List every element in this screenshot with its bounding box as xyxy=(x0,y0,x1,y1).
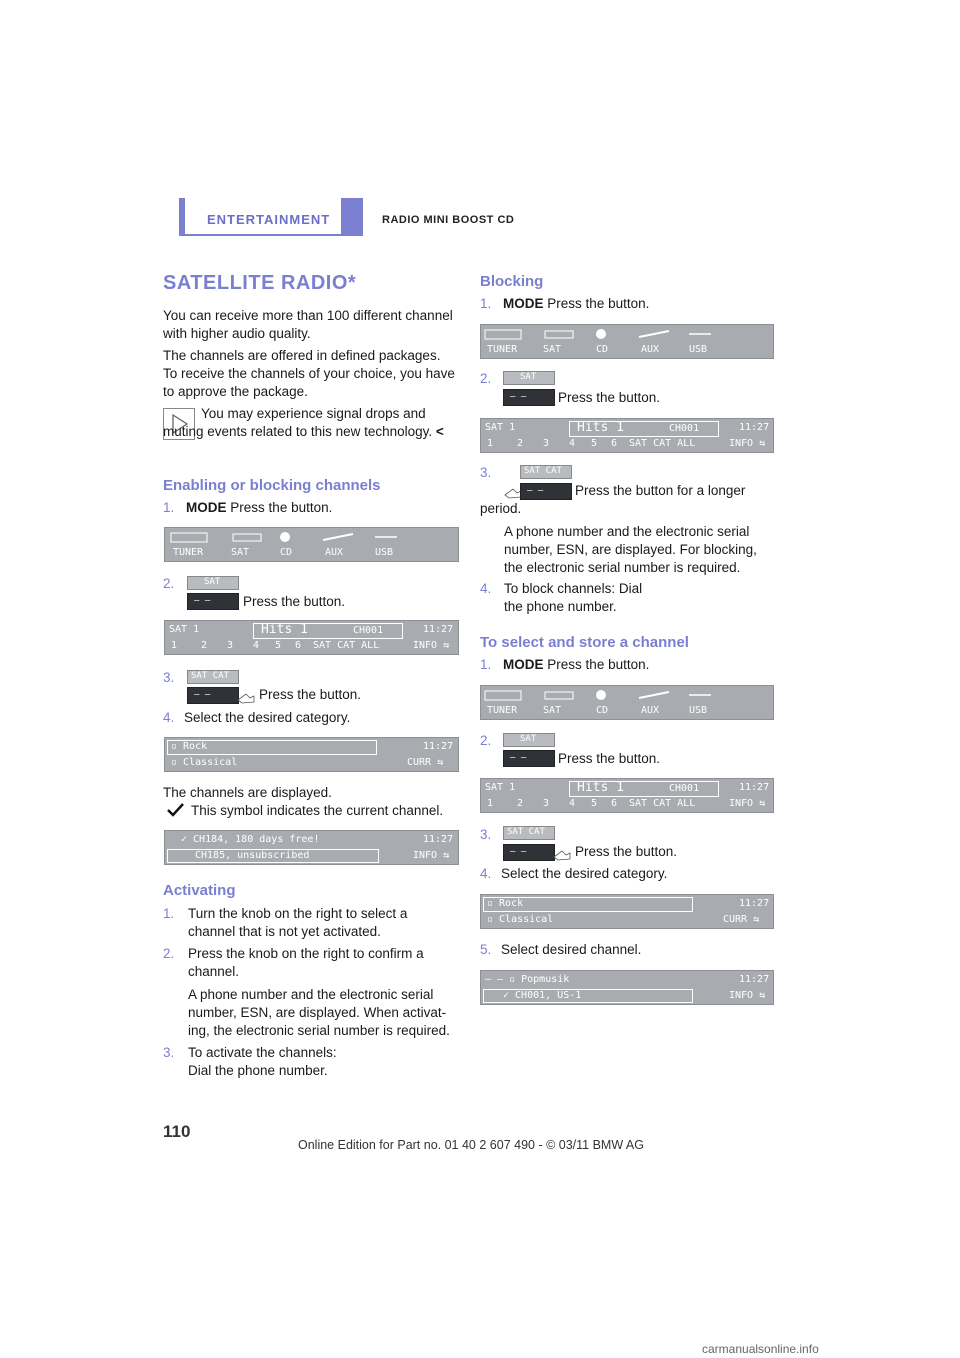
mode-label: MODE xyxy=(186,500,227,515)
lcd-channel-001: ✓ CH001, US-1 xyxy=(503,990,582,1001)
enabling-step-4 xyxy=(163,709,350,727)
activating-step-2 xyxy=(163,945,174,963)
enabling-step-3 xyxy=(163,669,174,687)
lcd-preset-1: 1 xyxy=(487,798,494,809)
heading-select-store: To select and store a channel xyxy=(480,634,689,651)
activating-esn-text: A phone number and the electronic serial number, ESN, are displayed. When activat-ing, the electronic serial number is required. xyxy=(188,987,450,1038)
lcd-preset-1: 1 xyxy=(487,438,494,449)
lcd-preset-6: 6 xyxy=(295,640,302,651)
step-number: 2. xyxy=(163,946,175,961)
lcd-info: INFO ⇆ xyxy=(729,438,766,449)
activating-step-1-text: Turn the knob on the right to select a channel that is not yet activated. xyxy=(188,906,408,939)
select-step-3 xyxy=(480,826,491,844)
step-number: 2. xyxy=(480,733,492,748)
lcd-popmusik-display xyxy=(480,970,774,1005)
lcd-sat-display xyxy=(480,418,774,453)
lcd-category-classical: ▫ Classical xyxy=(171,757,238,768)
header-chapter: RADIO MINI BOOST CD xyxy=(382,214,515,226)
lcd-cd-label: CD xyxy=(280,547,293,558)
satcat-softkey-text: SAT CAT xyxy=(507,827,545,837)
channels-displayed: The channels are displayed. xyxy=(163,785,332,800)
step-number: 4. xyxy=(480,866,492,881)
lcd-channel-number: CH001 xyxy=(669,783,700,794)
lcd-tuner-icons xyxy=(165,528,458,546)
select-step-2 xyxy=(480,732,491,750)
hand-pointer-icon xyxy=(552,847,572,861)
satcat-softkey-label xyxy=(503,826,555,840)
step-number: 5. xyxy=(480,942,492,957)
select-step-5 xyxy=(480,941,641,959)
intro-1: You can receive more than 100 different channel with higher audio quality. xyxy=(163,308,453,341)
step-number: 1. xyxy=(480,657,492,672)
blocking-step-2-text: Press the button. xyxy=(558,390,661,405)
heading-blocking: Blocking xyxy=(480,273,544,290)
lcd-channel-name: Hits 1 xyxy=(577,780,624,795)
checkmark-icon xyxy=(167,803,185,817)
lcd-channel-name: Hits 1 xyxy=(577,420,624,435)
sat-softkey-label xyxy=(503,371,555,385)
lcd-preset-4: 4 xyxy=(569,798,576,809)
satcat-softkey-text: SAT CAT xyxy=(191,671,229,681)
lcd-curr: CURR ⇆ xyxy=(407,757,444,768)
mode-label: MODE xyxy=(503,296,544,311)
lcd-preset-2: 2 xyxy=(517,438,524,449)
softkey-button xyxy=(503,389,555,406)
lcd-channel-name: Hits 1 xyxy=(261,622,308,637)
step-number: 4. xyxy=(163,710,175,725)
lcd-category-classical: ▫ Classical xyxy=(487,914,554,925)
note-body: You may experience signal drops and muting events related to this new technology. xyxy=(163,406,433,439)
header-section: ENTERTAINMENT xyxy=(207,212,331,227)
lcd-aux-label: AUX xyxy=(325,547,344,558)
activating-step-3 xyxy=(163,1044,174,1062)
lcd-preset-6: 6 xyxy=(611,798,618,809)
satcat-softkey-label xyxy=(187,670,239,684)
lcd-sat-display xyxy=(164,620,459,655)
enabling-step-3-text: Press the button. xyxy=(259,687,362,702)
activating-step-3-text: To activate the channels: Dial the phone number. xyxy=(188,1045,337,1078)
step-number: 2. xyxy=(480,371,492,386)
step-number: 3. xyxy=(163,1045,175,1060)
sat-softkey-text: SAT xyxy=(520,734,537,744)
lcd-satcat-all: SAT CAT ALL xyxy=(629,438,696,449)
lcd-clock: 11:27 xyxy=(739,782,770,793)
softkey-dashes: – – xyxy=(194,596,211,606)
softkey-button xyxy=(187,687,239,704)
lcd-preset-4: 4 xyxy=(253,640,260,651)
softkey-button xyxy=(187,593,239,610)
step-number: 4. xyxy=(480,581,492,596)
softkey-dashes: – – xyxy=(510,753,527,763)
watermark: carmanualsonline.info xyxy=(702,1342,819,1356)
lcd-clock: 11:27 xyxy=(739,422,770,433)
lcd-category-rock: ▫ Rock xyxy=(171,741,208,752)
satcat-softkey-text: SAT CAT xyxy=(524,466,562,476)
lcd-info: INFO ⇆ xyxy=(729,798,766,809)
lcd-info: INFO ⇆ xyxy=(729,990,766,1001)
lcd-channel-number: CH001 xyxy=(353,625,384,636)
lcd-category-display xyxy=(164,737,459,772)
enabling-step-1 xyxy=(163,499,332,517)
lcd-curr: CURR ⇆ xyxy=(723,914,760,925)
lcd-preset-3: 3 xyxy=(543,798,550,809)
satcat-softkey-label xyxy=(520,465,572,479)
lcd-satcat-all: SAT CAT ALL xyxy=(313,640,380,651)
step-number: 2. xyxy=(163,576,175,591)
heading-activating: Activating xyxy=(163,882,236,899)
lcd-aux-label: AUX xyxy=(641,344,660,355)
lcd-channel-number: CH001 xyxy=(669,423,700,434)
lcd-tuner-label: TUNER xyxy=(487,705,518,716)
step-number: 1. xyxy=(163,906,175,921)
lcd-cd-label: CD xyxy=(596,344,609,355)
select-step-4 xyxy=(480,865,667,883)
lcd-clock: 11:27 xyxy=(423,834,454,845)
blocking-step-3 xyxy=(480,464,491,482)
lcd-tuner-icons xyxy=(481,325,773,343)
step-text: Press the button. xyxy=(547,657,650,672)
blocking-step-4-text: To block channels: Dial the phone number. xyxy=(504,581,643,614)
sat-softkey-text: SAT xyxy=(520,372,537,382)
step-text: Select the desired category. xyxy=(501,866,668,881)
softkey-dashes: – – xyxy=(510,847,527,857)
lcd-sat-label: SAT xyxy=(543,705,562,716)
step-number: 3. xyxy=(480,465,492,480)
lcd-tuner-display xyxy=(164,527,459,562)
blocking-esn-text: A phone number and the electronic serial number, ESN, are displayed. For blocking, the electronic serial number is required. xyxy=(504,524,757,575)
mode-label: MODE xyxy=(503,657,544,672)
lcd-usb-label: USB xyxy=(375,547,394,558)
lcd-channel-184: ✓ CH184, 180 days free! xyxy=(181,834,320,845)
sat-softkey-label xyxy=(187,576,239,590)
lcd-clock: 11:27 xyxy=(423,741,454,752)
footer-edition: Online Edition for Part no. 01 40 2 607 490 - © 03/11 BMW AG xyxy=(298,1138,644,1152)
lcd-preset-1: 1 xyxy=(171,640,178,651)
activating-step-2-text: Press the knob on the right to confirm a channel. xyxy=(188,946,424,979)
intro-2: The channels are offered in defined packages. To receive the channels of your choice, you have to approve the package. xyxy=(163,348,455,399)
softkey-dashes: – – xyxy=(527,486,544,496)
lcd-cd-label: CD xyxy=(596,705,609,716)
lcd-preset-3: 3 xyxy=(543,438,550,449)
lcd-preset-2: 2 xyxy=(201,640,208,651)
lcd-preset-3: 3 xyxy=(227,640,234,651)
softkey-dashes: – – xyxy=(510,392,527,402)
page-number: 110 xyxy=(163,1122,191,1141)
lcd-sat-band: SAT 1 xyxy=(485,422,516,433)
step-text: Select the desired category. xyxy=(184,710,351,725)
softkey-button xyxy=(503,844,555,861)
lcd-sat-label: SAT xyxy=(231,547,250,558)
lcd-tuner-display xyxy=(480,324,774,359)
blocking-step-3-text: Press the button for a longer period. xyxy=(480,483,746,516)
lcd-channel-185: CH185, unsubscribed xyxy=(195,850,310,861)
heading-enabling: Enabling or blocking channels xyxy=(163,477,381,494)
lcd-tuner-label: TUNER xyxy=(487,344,518,355)
step-text: Press the button. xyxy=(547,296,650,311)
lcd-tuner-label: TUNER xyxy=(173,547,204,558)
lcd-category-display xyxy=(480,894,774,929)
step-number: 1. xyxy=(480,296,492,311)
lcd-sat-label: SAT xyxy=(543,344,562,355)
lcd-tuner-icons xyxy=(481,686,773,704)
check-note: This symbol indicates the current channel. xyxy=(191,803,444,818)
lcd-info: INFO ⇆ xyxy=(413,640,450,651)
select-step-2-text: Press the button. xyxy=(558,751,661,766)
select-step-3-text: Press the button. xyxy=(575,844,678,859)
lcd-sat-display xyxy=(480,778,774,813)
lcd-channel-display xyxy=(164,830,459,865)
softkey-button xyxy=(503,750,555,767)
lcd-clock: 11:27 xyxy=(739,898,770,909)
note-end-mark: < xyxy=(435,424,444,439)
lcd-aux-label: AUX xyxy=(641,705,660,716)
lcd-preset-5: 5 xyxy=(591,798,598,809)
step-number: 1. xyxy=(163,500,175,515)
enabling-step-2-text: Press the button. xyxy=(243,594,346,609)
lcd-tuner-display xyxy=(480,685,774,720)
step-number: 3. xyxy=(480,827,492,842)
select-step-1 xyxy=(480,656,649,674)
enabling-step-2 xyxy=(163,575,174,593)
lcd-info: INFO ⇆ xyxy=(413,850,450,861)
lcd-clock: 11:27 xyxy=(739,974,770,985)
lcd-preset-4: 4 xyxy=(569,438,576,449)
step-text: Select desired channel. xyxy=(501,942,642,957)
blocking-step-2 xyxy=(480,370,491,388)
step-text: Press the button. xyxy=(230,500,333,515)
lcd-usb-label: USB xyxy=(689,344,708,355)
lcd-sat-band: SAT 1 xyxy=(169,624,200,635)
lcd-satcat-all: SAT CAT ALL xyxy=(629,798,696,809)
lcd-clock: 11:27 xyxy=(423,624,454,635)
hand-pointer-icon xyxy=(236,690,256,704)
lcd-preset-5: 5 xyxy=(275,640,282,651)
lcd-sat-band: SAT 1 xyxy=(485,782,516,793)
lcd-preset-5: 5 xyxy=(591,438,598,449)
softkey-dashes: – – xyxy=(194,690,211,700)
lcd-category-rock: ▫ Rock xyxy=(487,898,524,909)
lcd-preset-6: 6 xyxy=(611,438,618,449)
sat-softkey-label xyxy=(503,733,555,747)
blocking-step-4 xyxy=(480,580,491,598)
step-number: 3. xyxy=(163,670,175,685)
blocking-step-1 xyxy=(480,295,649,313)
lcd-category-popmusik: – – ▫ Popmusik xyxy=(485,974,570,985)
lcd-usb-label: USB xyxy=(689,705,708,716)
lcd-preset-2: 2 xyxy=(517,798,524,809)
page-title: SATELLITE RADIO* xyxy=(163,272,357,294)
note-text xyxy=(163,405,453,441)
sat-softkey-text: SAT xyxy=(204,577,221,587)
